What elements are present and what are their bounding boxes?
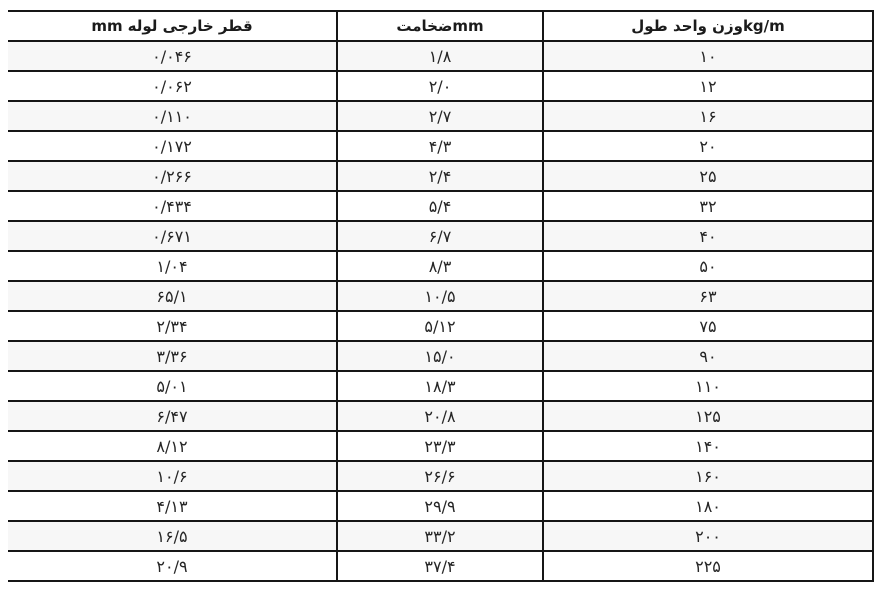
header-thickness <box>337 11 543 41</box>
table-row <box>8 251 873 281</box>
cell-outer-diameter: ۱۰/۶ <box>8 461 337 491</box>
cell-weight: ۶۳ <box>543 281 873 311</box>
cell-thickness: ۸/۳ <box>337 251 543 281</box>
table-row <box>8 71 873 101</box>
header-outer-diameter <box>8 11 337 41</box>
table-row <box>8 311 873 341</box>
cell-weight: ۷۵ <box>543 311 873 341</box>
cell-outer-diameter: ۰/۴۳۴ <box>8 191 337 221</box>
cell-outer-diameter: ۳/۳۶ <box>8 341 337 371</box>
cell-outer-diameter: ۰/۲۶۶ <box>8 161 337 191</box>
cell-outer-diameter: ۲۰/۹ <box>8 551 337 581</box>
unit-mm: mm <box>91 17 123 35</box>
table-row <box>8 401 873 431</box>
cell-thickness: ۵/۴ <box>337 191 543 221</box>
table-row <box>8 431 873 461</box>
cell-outer-diameter: ۰/۰۴۶ <box>8 41 337 71</box>
cell-weight: ۱۸۰ <box>543 491 873 521</box>
cell-thickness: ۲۶/۶ <box>337 461 543 491</box>
cell-thickness: ۱۵/۰ <box>337 341 543 371</box>
table-row <box>8 461 873 491</box>
header-weight-label: وزن واحد طول <box>631 17 743 35</box>
table-row <box>8 191 873 221</box>
cell-thickness: ۲/۷ <box>337 101 543 131</box>
header-row <box>8 11 873 41</box>
header-outer-diameter-label: قطر خارجی لوله <box>127 17 253 35</box>
table-row <box>8 161 873 191</box>
table-row <box>8 491 873 521</box>
cell-weight: ۴۰ <box>543 221 873 251</box>
cell-thickness: ۱۸/۳ <box>337 371 543 401</box>
cell-weight: ۳۲ <box>543 191 873 221</box>
cell-thickness: ۴/۳ <box>337 131 543 161</box>
cell-thickness: ۱۰/۵ <box>337 281 543 311</box>
cell-thickness: ۲۹/۹ <box>337 491 543 521</box>
table-row <box>8 131 873 161</box>
cell-weight: ۱۰ <box>543 41 873 71</box>
table-header <box>8 11 873 41</box>
cell-weight: ۱۲ <box>543 71 873 101</box>
cell-weight: ۲۰ <box>543 131 873 161</box>
cell-outer-diameter: ۱/۰۴ <box>8 251 337 281</box>
cell-thickness: ۵/۱۲ <box>337 311 543 341</box>
cell-weight: ۱۲۵ <box>543 401 873 431</box>
table-row <box>8 41 873 71</box>
cell-weight: ۱۶۰ <box>543 461 873 491</box>
header-weight <box>543 11 873 41</box>
cell-outer-diameter: ۸/۱۲ <box>8 431 337 461</box>
cell-outer-diameter: ۰/۶۷۱ <box>8 221 337 251</box>
cell-weight: ۱۴۰ <box>543 431 873 461</box>
cell-thickness: ۲۳/۳ <box>337 431 543 461</box>
table-row <box>8 551 873 581</box>
table-row <box>8 221 873 251</box>
cell-thickness: ۳۳/۲ <box>337 521 543 551</box>
unit-mm: mm <box>452 17 484 35</box>
cell-outer-diameter: ۰/۱۱۰ <box>8 101 337 131</box>
cell-thickness: ۶/۷ <box>337 221 543 251</box>
table-row <box>8 281 873 311</box>
cell-thickness: ۲/۴ <box>337 161 543 191</box>
table-row <box>8 521 873 551</box>
table-row <box>8 101 873 131</box>
table-body <box>8 41 873 581</box>
cell-weight: ۱۱۰ <box>543 371 873 401</box>
cell-outer-diameter: ۰/۰۶۲ <box>8 71 337 101</box>
pipe-spec-table <box>8 10 874 582</box>
cell-outer-diameter: ۴/۱۳ <box>8 491 337 521</box>
cell-weight: ۵۰ <box>543 251 873 281</box>
cell-weight: ۲۲۵ <box>543 551 873 581</box>
cell-thickness: ۲۰/۸ <box>337 401 543 431</box>
cell-outer-diameter: ۵/۰۱ <box>8 371 337 401</box>
header-thickness-label: ضخامت <box>396 17 453 35</box>
table-row <box>8 341 873 371</box>
cell-outer-diameter: ۶۵/۱ <box>8 281 337 311</box>
cell-thickness: ۲/۰ <box>337 71 543 101</box>
cell-weight: ۲۰۰ <box>543 521 873 551</box>
cell-thickness: ۳۷/۴ <box>337 551 543 581</box>
unit-kg-per-m: kg/m <box>742 17 785 35</box>
cell-weight: ۲۵ <box>543 161 873 191</box>
cell-outer-diameter: ۰/۱۷۲ <box>8 131 337 161</box>
cell-outer-diameter: ۶/۴۷ <box>8 401 337 431</box>
table-row <box>8 371 873 401</box>
cell-outer-diameter: ۱۶/۵ <box>8 521 337 551</box>
cell-weight: ۱۶ <box>543 101 873 131</box>
cell-outer-diameter: ۲/۳۴ <box>8 311 337 341</box>
cell-weight: ۹۰ <box>543 341 873 371</box>
cell-thickness: ۱/۸ <box>337 41 543 71</box>
